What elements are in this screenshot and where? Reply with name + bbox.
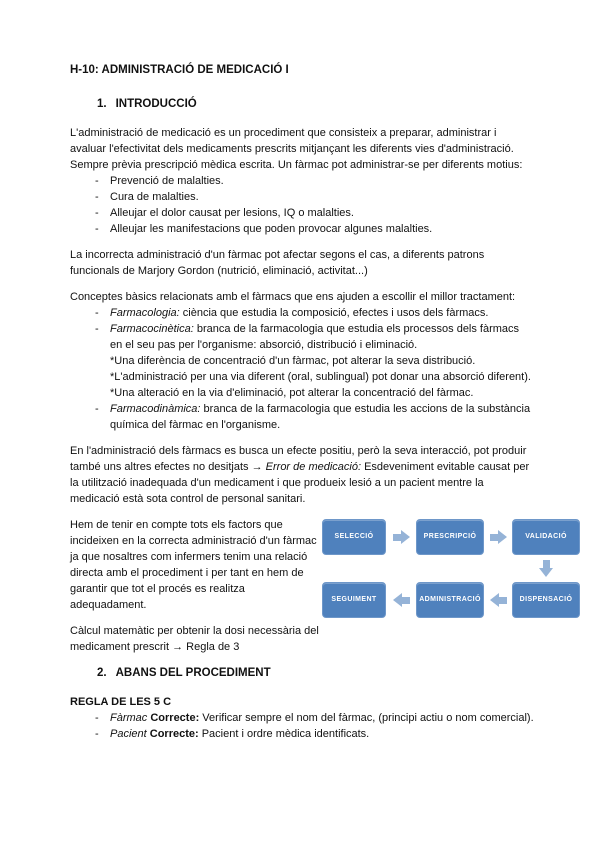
diagram-box-validacio: VALIDACIÓ: [512, 519, 580, 555]
bullet-dash: -: [95, 323, 99, 335]
list-item: [95, 305, 534, 321]
section-1-number: 1.: [97, 98, 107, 110]
concept-term: Farmacodinàmica:: [110, 403, 201, 415]
bullet-dash: -: [95, 307, 99, 319]
arrow-left-icon: [393, 593, 410, 607]
concept-text: ciència que estudia la composició, efectes i usos dels fàrmacs.: [179, 307, 489, 319]
list-item: [95, 401, 534, 433]
section-1-heading: [97, 96, 600, 112]
paragraph-factors: Hem de tenir en compte tots els factors que incideixen en la correcta administració d'un fàrmac ja que nosaltres com infermers tenim una relació directa amb el procediment i per tant en hem de garantir que tot el procés es realitza adequadament.: [70, 519, 317, 611]
diagram-box-seguiment: SEGUIMENT: [322, 582, 386, 618]
list-item-text: Prevenció de malalties.: [110, 175, 224, 187]
paragraph-intro: L'administració de medicació es un procediment que consisteix a preparar, administrar i avaluar l'efectivitat dels medicaments prescrits mitjançant les diferents vies d'administració. Sempre prèvia prescripció mèdica escrita. Un fàrmac pot administrar-se per diferents motius:: [70, 127, 523, 171]
bullet-dash: -: [95, 223, 99, 235]
concept-note: *Una alteració en la via d'eliminació, pot alterar la concentració del fàrmac.: [110, 387, 474, 399]
list-item: [95, 321, 534, 401]
paragraph-gordon: La incorrecta administració d'un fàrmac pot afectar segons el cas, a diferents patrons funcionals de Marjory Gordon (nutrició, eliminació, activitat...): [70, 249, 485, 277]
section-1-label: INTRODUCCIÓ: [115, 98, 197, 110]
list-item: [95, 221, 534, 237]
two-column-block: [70, 517, 580, 655]
arrow-right-icon: [393, 530, 410, 544]
arrow-down-icon: [539, 560, 553, 577]
regla-text: Pacient i ordre mèdica identificats.: [198, 728, 370, 740]
regla-item-farmac: [110, 710, 534, 726]
bullet-dash: -: [95, 207, 99, 219]
regla-text: Verificar sempre el nom del fàrmac, (principi actiu o nom comercial).: [199, 712, 534, 724]
bullet-dash: -: [95, 728, 99, 740]
concept-note: *Una diferència de concentració d'un fàrmac, pot alterar la seva distribució.: [110, 355, 476, 367]
medication-flow-diagram: [322, 519, 580, 655]
arrow-left-icon: [490, 593, 507, 607]
section-2-label: ABANS DEL PROCEDIMENT: [115, 667, 271, 679]
regla-item-pacient: [110, 726, 534, 742]
concept-farmacologia: [110, 305, 534, 321]
concept-farmacodinamica: [110, 401, 534, 433]
error-term: Error de medicació:: [265, 461, 362, 473]
list-item-text: Cura de malalties.: [110, 191, 199, 203]
bullet-dash: -: [95, 712, 99, 724]
diagram-box-seleccio: SELECCIÓ: [322, 519, 386, 555]
paragraph-calcul: Càlcul matemàtic per obtenir la dosi necessària del medicament prescrit → Regla de 3: [70, 625, 319, 653]
conceptes-list: [70, 305, 534, 433]
bullet-dash: -: [95, 175, 99, 187]
left-text-column: [70, 517, 322, 655]
list-item: [95, 710, 534, 726]
error-text-b: Esdeveniment evitable causat per la utilització inadequada d'un medicament i que produeix lesió a un pacient mentre la medicació està sota control de personal sanitari.: [70, 461, 530, 505]
list-item: [95, 205, 534, 221]
list-item: [95, 726, 534, 742]
diagram-box-administracio: ADMINISTRACIÓ: [416, 582, 484, 618]
list-item-text: Alleujar el dolor causat per lesions, IQ o malalties.: [110, 207, 354, 219]
concept-line: [110, 323, 519, 351]
section-2-number: 2.: [97, 667, 107, 679]
regla-5c-heading: REGLA DE LES 5 C: [70, 696, 172, 708]
list-item-text: Alleujar les manifestacions que poden provocar algunes malalties.: [110, 223, 433, 235]
diagram-box-dispensacio: DISPENSACIÓ: [512, 582, 580, 618]
paragraph-conceptes: Conceptes bàsics relacionats amb el fàrmacs que ens ajuden a escollir el millor tractament:: [70, 291, 516, 303]
motius-list: [70, 173, 534, 237]
doc-title: H-10: ADMINISTRACIÓ DE MEDICACIÓ I: [70, 64, 289, 76]
arrow-right-icon: [490, 530, 507, 544]
concept-note: *L'administració per una via diferent (oral, sublingual) pot donar una absorció diferent).: [110, 371, 531, 383]
concept-farmacocinetica: [110, 321, 534, 401]
regla-5c-list: [70, 710, 534, 742]
bullet-dash: -: [95, 191, 99, 203]
concept-text: branca de la farmacologia que estudia els processos dels fàrmacs en el seu pas per l'organisme: absorció, distribució i eliminació.: [110, 323, 520, 351]
bullet-dash: -: [95, 403, 99, 415]
regla-correcte: Correcte:: [150, 712, 200, 724]
regla-term: Pacient: [110, 728, 150, 740]
concept-text: branca de la farmacologia que estudia les accions de la substància química del fàrmac en l'organisme.: [110, 403, 531, 431]
list-item: [95, 189, 534, 205]
diagram-box-prescripcio: PRESCRIPCIÓ: [416, 519, 484, 555]
regla-term: Fàrmac: [110, 712, 151, 724]
paragraph-error-medicacio: [70, 443, 534, 507]
section-2-heading: [97, 665, 600, 681]
list-item: [95, 173, 534, 189]
concept-term: Farmacocinètica:: [110, 323, 194, 335]
regla-correcte: Correcte:: [149, 728, 199, 740]
concept-term: Farmacologia:: [110, 307, 180, 319]
error-text-a: En l'administració dels fàrmacs es busca un efecte positiu, però la seva interacció, pot produir també uns altres efectes no desitjats →: [70, 445, 527, 473]
